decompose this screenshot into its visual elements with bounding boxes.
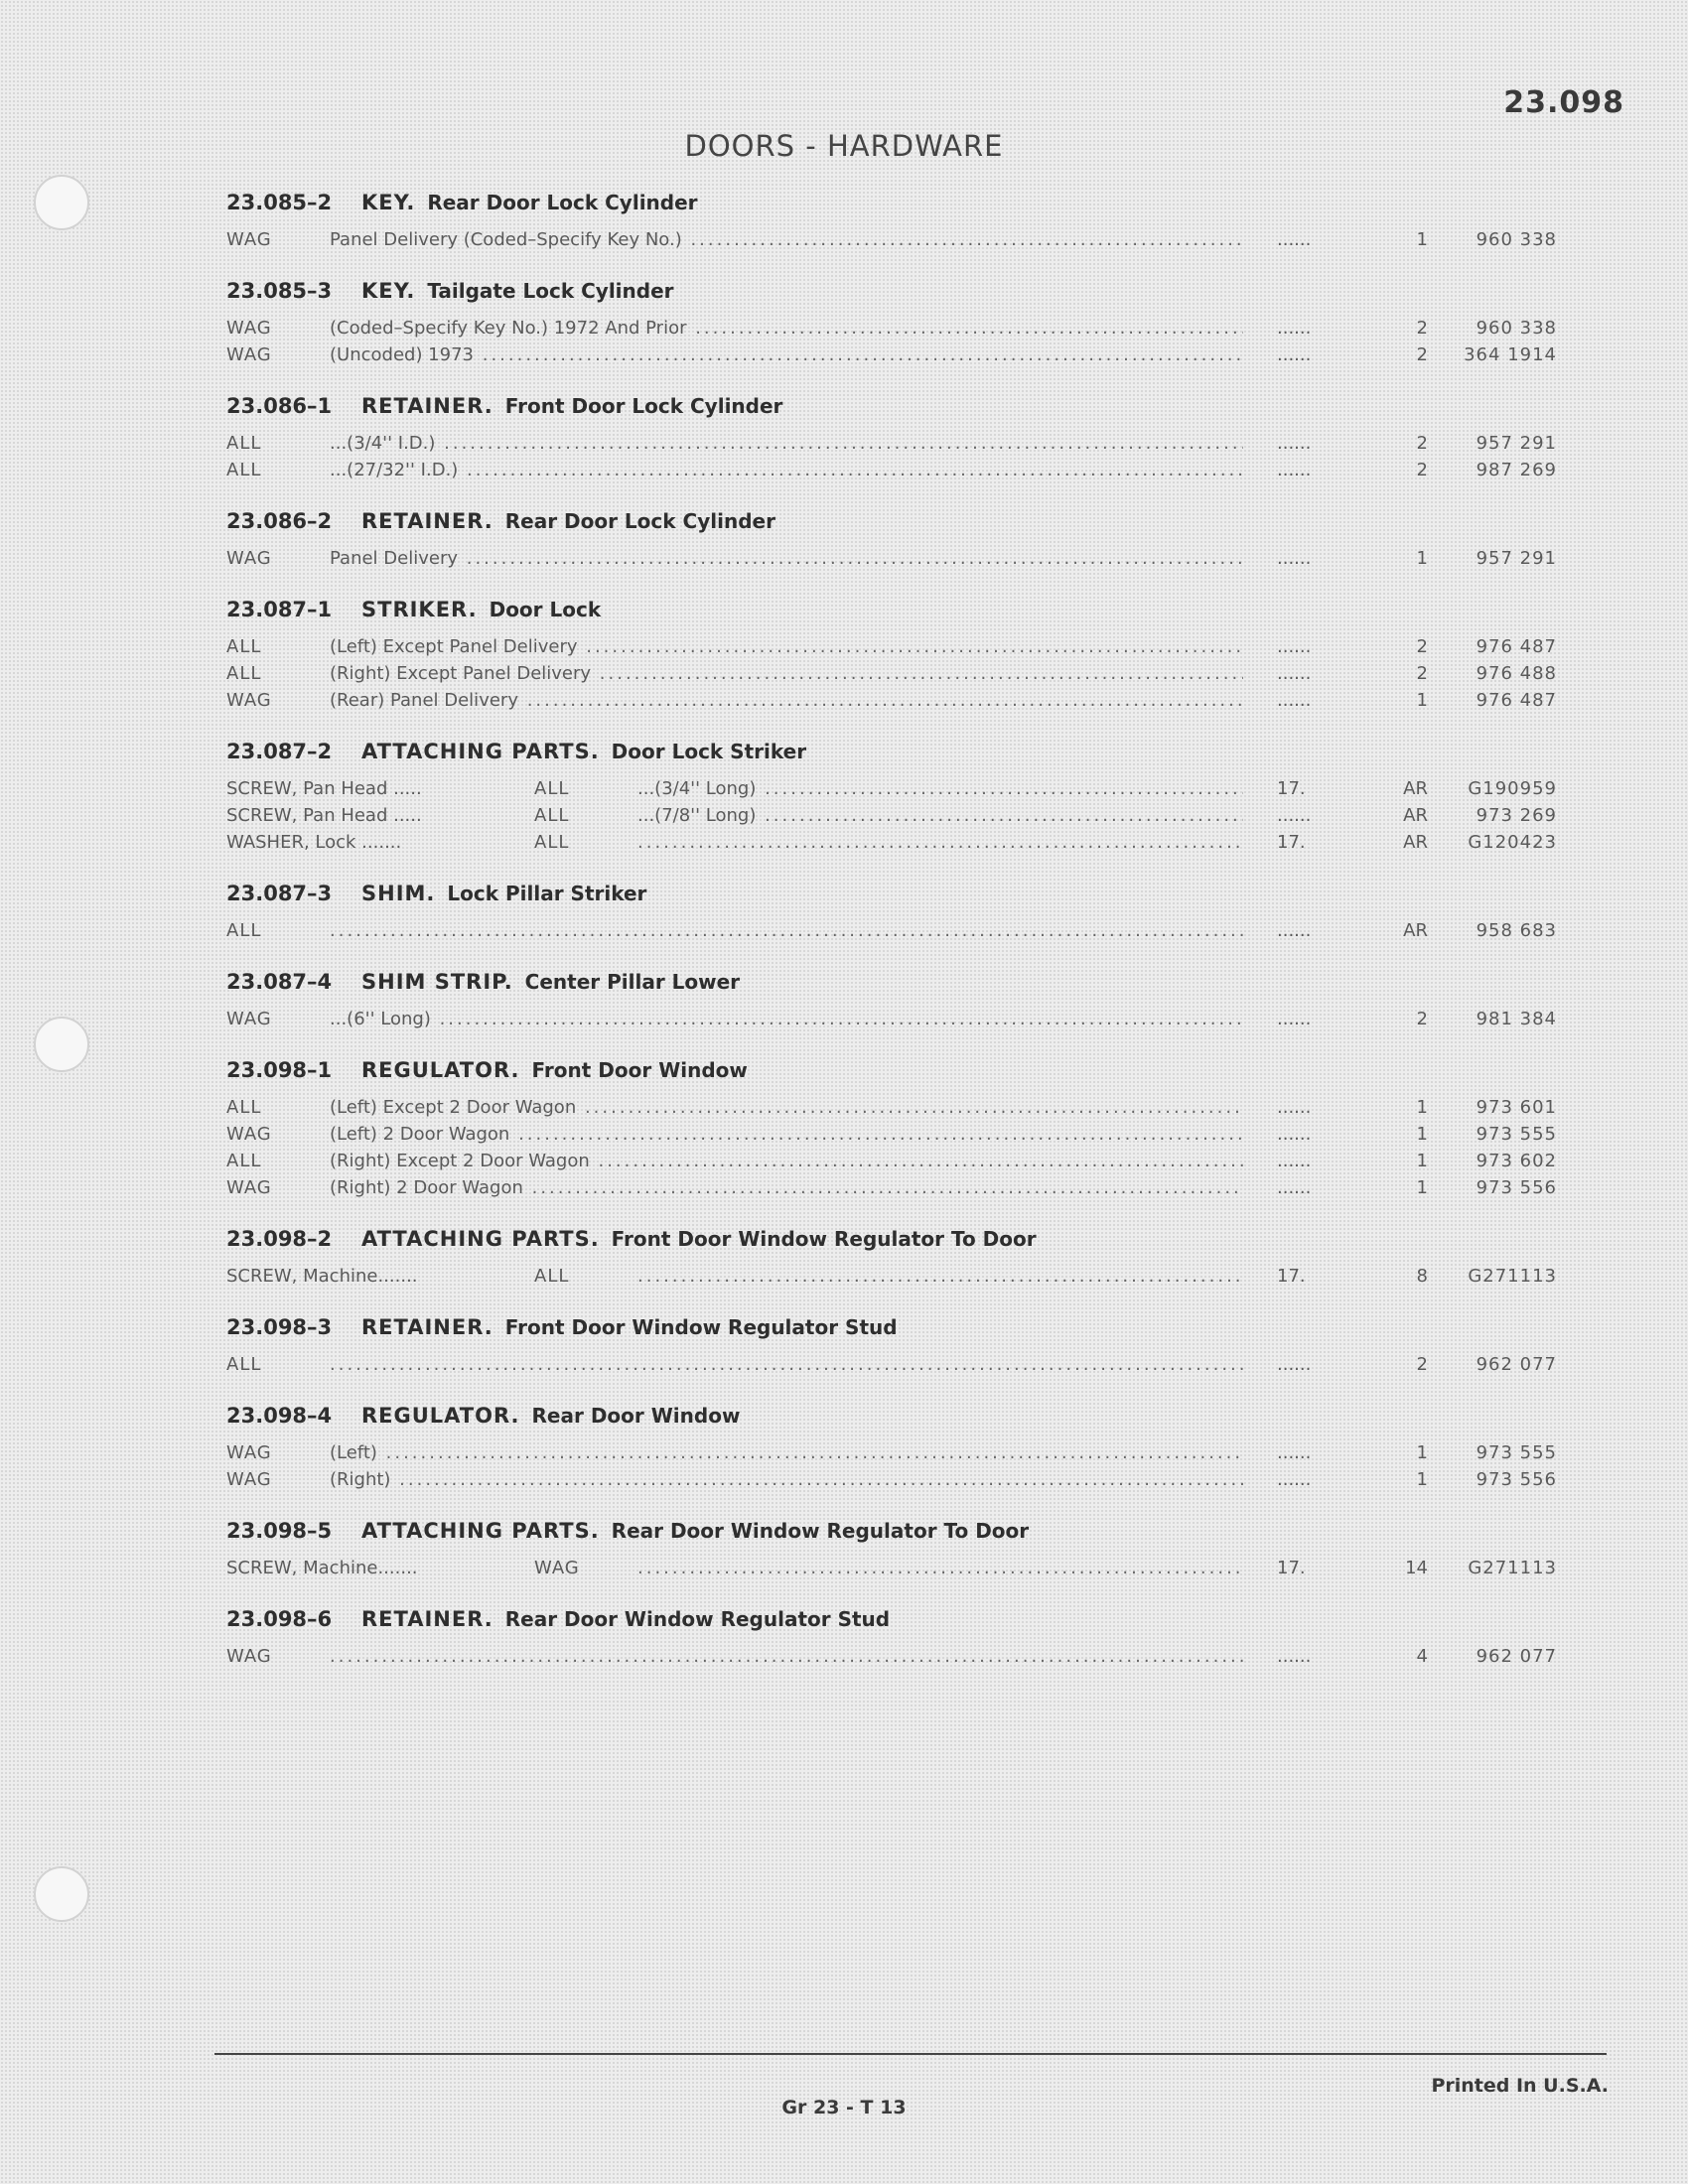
parts-row <box>226 1094 1557 1121</box>
quantity: 1 <box>1416 1151 1428 1171</box>
part-number: 973 602 <box>1476 1151 1557 1171</box>
item-name: SCREW, Machine....... <box>226 1266 418 1287</box>
part-number: 973 556 <box>1476 1177 1557 1198</box>
parts-row <box>226 315 1557 341</box>
part-name: RETAINER. <box>361 1315 493 1339</box>
section-number: 23.098–2 <box>226 1227 333 1251</box>
section-number: 23.098–6 <box>226 1607 333 1631</box>
parts-row <box>226 1439 1557 1466</box>
section-number: 23.087–1 <box>226 598 333 621</box>
parts-row <box>226 226 1557 253</box>
model-code: WAG <box>226 1124 272 1145</box>
item-description: Panel Delivery ..... <box>330 545 1243 572</box>
model-code: ALL <box>534 805 570 826</box>
quantity: 2 <box>1416 636 1428 657</box>
part-section <box>226 586 1557 714</box>
part-description: Front Door Lock Cylinder <box>504 394 783 418</box>
item-description: (Right) ..... <box>330 1466 1243 1493</box>
parts-row <box>226 1121 1557 1148</box>
parts-row <box>226 917 1557 944</box>
part-name: REGULATOR. <box>361 1058 520 1082</box>
part-name: SHIM. <box>361 882 436 905</box>
illustration-ref: ...... <box>1277 690 1312 711</box>
item-description: ...(7/8'' Long) ..... <box>637 802 1243 829</box>
model-code: WAG <box>226 1177 272 1198</box>
part-section <box>226 267 1557 368</box>
item-description: ...(3/4'' I.D.) ..... <box>330 430 1243 457</box>
part-name: REGULATOR. <box>361 1404 520 1428</box>
section-header <box>226 728 1557 775</box>
parts-list <box>226 179 1557 1684</box>
part-name: RETAINER. <box>361 394 493 418</box>
part-section <box>226 1215 1557 1290</box>
model-code: WAG <box>226 344 272 365</box>
part-name: RETAINER. <box>361 1607 493 1631</box>
illustration-ref: ...... <box>1277 460 1312 480</box>
section-number: 23.086–1 <box>226 394 333 418</box>
illustration-ref: ...... <box>1277 1097 1312 1118</box>
item-description <box>637 1263 1243 1290</box>
part-section <box>226 1046 1557 1201</box>
item-description: ...(27/32'' I.D.) ..... <box>330 457 1243 483</box>
part-number: G271113 <box>1468 1266 1557 1287</box>
illustration-ref: ...... <box>1277 663 1312 684</box>
quantity: 8 <box>1416 1266 1428 1287</box>
quantity: 2 <box>1416 1354 1428 1375</box>
item-description <box>330 1351 1243 1378</box>
parts-row <box>226 457 1557 483</box>
section-header <box>226 1046 1557 1094</box>
section-header <box>226 382 1557 430</box>
illustration-ref: ...... <box>1277 1124 1312 1145</box>
part-description: Rear Door Window Regulator To Door <box>611 1519 1030 1543</box>
part-number: 962 077 <box>1476 1646 1557 1667</box>
part-name: RETAINER. <box>361 509 493 533</box>
section-number: 23.085–2 <box>226 191 333 214</box>
group-reference: Gr 23 - T 13 <box>781 2097 907 2118</box>
illustration-ref: ...... <box>1277 1354 1312 1375</box>
item-description: Panel Delivery (Coded–Specify Key No.) ..... <box>330 226 1243 253</box>
parts-row <box>226 1351 1557 1378</box>
quantity: 4 <box>1416 1646 1428 1667</box>
item-description: (Right) Except Panel Delivery ..... <box>330 660 1243 687</box>
part-name: ATTACHING PARTS. <box>361 1227 600 1251</box>
item-description: (Rear) Panel Delivery ..... <box>330 687 1243 714</box>
part-description: Front Door Window Regulator To Door <box>611 1227 1037 1251</box>
model-code: WAG <box>226 1009 272 1029</box>
parts-row <box>226 1643 1557 1670</box>
part-section <box>226 728 1557 856</box>
quantity: 1 <box>1416 548 1428 569</box>
illustration-ref: 17. <box>1277 1266 1306 1287</box>
item-description: (Right) 2 Door Wagon ..... <box>330 1174 1243 1201</box>
section-header <box>226 1507 1557 1555</box>
quantity: 2 <box>1416 460 1428 480</box>
section-header <box>226 267 1557 315</box>
section-header <box>226 870 1557 917</box>
item-description: (Left) Except 2 Door Wagon ..... <box>330 1094 1243 1121</box>
model-code: ALL <box>226 433 262 454</box>
quantity: 2 <box>1416 1009 1428 1029</box>
part-description: Center Pillar Lower <box>524 970 741 994</box>
parts-row <box>226 430 1557 457</box>
item-description <box>330 917 1243 944</box>
illustration-ref: ...... <box>1277 1646 1312 1667</box>
part-number: 973 269 <box>1476 805 1557 826</box>
quantity: 2 <box>1416 433 1428 454</box>
part-number: 973 601 <box>1476 1097 1557 1118</box>
part-section <box>226 382 1557 483</box>
section-header <box>226 1303 1557 1351</box>
section-number: 23.098–5 <box>226 1519 333 1543</box>
item-description <box>637 829 1243 856</box>
illustration-ref: 17. <box>1277 1558 1306 1578</box>
quantity: 1 <box>1416 229 1428 250</box>
part-number: 973 556 <box>1476 1469 1557 1490</box>
printed-note: Printed In U.S.A. <box>1431 2075 1609 2097</box>
part-number: 364 1914 <box>1464 344 1557 365</box>
model-code: ALL <box>534 778 570 799</box>
quantity: 2 <box>1416 318 1428 339</box>
quantity: 2 <box>1416 663 1428 684</box>
part-name: KEY. <box>361 191 416 214</box>
quantity: AR <box>1403 778 1428 799</box>
section-number: 23.087–2 <box>226 740 333 763</box>
section-header <box>226 1595 1557 1643</box>
model-code: WAG <box>226 1442 272 1463</box>
quantity: AR <box>1403 805 1428 826</box>
part-description: Door Lock <box>489 598 602 621</box>
part-description: Tailgate Lock Cylinder <box>427 279 674 303</box>
part-number: 957 291 <box>1476 433 1557 454</box>
quantity: 1 <box>1416 1097 1428 1118</box>
illustration-ref: ...... <box>1277 920 1312 941</box>
part-number: G190959 <box>1468 778 1557 799</box>
section-number: 23.085–3 <box>226 279 333 303</box>
page-number: 23.098 <box>1503 85 1624 120</box>
illustration-ref: ...... <box>1277 1469 1312 1490</box>
quantity: 1 <box>1416 1177 1428 1198</box>
illustration-ref: ...... <box>1277 344 1312 365</box>
model-code: WAG <box>534 1558 580 1578</box>
section-number: 23.098–4 <box>226 1404 333 1428</box>
model-code: ALL <box>534 832 570 853</box>
model-code: WAG <box>226 318 272 339</box>
binder-hole-top <box>34 175 89 230</box>
parts-row <box>226 1555 1557 1581</box>
quantity: AR <box>1403 832 1428 853</box>
section-header <box>226 179 1557 226</box>
item-description: (Left) Except Panel Delivery ..... <box>330 633 1243 660</box>
illustration-ref: ...... <box>1277 229 1312 250</box>
model-code: ALL <box>226 1354 262 1375</box>
item-name: WASHER, Lock ....... <box>226 832 402 853</box>
illustration-ref: ...... <box>1277 1177 1312 1198</box>
illustration-ref: ...... <box>1277 318 1312 339</box>
part-name: STRIKER. <box>361 598 478 621</box>
part-description: Rear Door Window Regulator Stud <box>504 1607 891 1631</box>
parts-row <box>226 687 1557 714</box>
item-description: ...(3/4'' Long) ..... <box>637 775 1243 802</box>
item-description: ...(6'' Long) ..... <box>330 1006 1243 1032</box>
illustration-ref: ...... <box>1277 1442 1312 1463</box>
parts-row <box>226 1148 1557 1174</box>
parts-row <box>226 341 1557 368</box>
parts-row <box>226 1263 1557 1290</box>
section-number: 23.086–2 <box>226 509 333 533</box>
part-number: 981 384 <box>1476 1009 1557 1029</box>
section-header <box>226 586 1557 633</box>
parts-row <box>226 660 1557 687</box>
parts-row <box>226 633 1557 660</box>
illustration-ref: ...... <box>1277 548 1312 569</box>
part-number: 976 487 <box>1476 690 1557 711</box>
part-number: 960 338 <box>1476 229 1557 250</box>
part-name: KEY. <box>361 279 416 303</box>
item-description <box>637 1555 1243 1581</box>
illustration-ref: ...... <box>1277 433 1312 454</box>
model-code: WAG <box>226 1469 272 1490</box>
quantity: 2 <box>1416 344 1428 365</box>
item-description: (Coded–Specify Key No.) 1972 And Prior ..... <box>330 315 1243 341</box>
illustration-ref: 17. <box>1277 778 1306 799</box>
part-description: Door Lock Striker <box>611 740 807 763</box>
part-description: Front Door Window <box>531 1058 748 1082</box>
section-header <box>226 1392 1557 1439</box>
part-section <box>226 870 1557 944</box>
quantity: 1 <box>1416 1469 1428 1490</box>
model-code: ALL <box>226 920 262 941</box>
model-code: WAG <box>226 229 272 250</box>
parts-row <box>226 802 1557 829</box>
parts-row <box>226 1466 1557 1493</box>
part-description: Lock Pillar Striker <box>447 882 647 905</box>
part-number: G271113 <box>1468 1558 1557 1578</box>
illustration-ref: ...... <box>1277 805 1312 826</box>
section-header <box>226 1215 1557 1263</box>
part-section <box>226 1595 1557 1670</box>
part-number: 987 269 <box>1476 460 1557 480</box>
quantity: 1 <box>1416 1124 1428 1145</box>
part-description: Front Door Window Regulator Stud <box>504 1315 898 1339</box>
model-code: ALL <box>226 1097 262 1118</box>
part-number: 962 077 <box>1476 1354 1557 1375</box>
model-code: ALL <box>226 460 262 480</box>
quantity: AR <box>1403 920 1428 941</box>
section-header <box>226 497 1557 545</box>
item-description: (Left) 2 Door Wagon ..... <box>330 1121 1243 1148</box>
footer-rule <box>214 2053 1607 2055</box>
parts-row <box>226 829 1557 856</box>
page-title: DOORS - HARDWARE <box>684 129 1004 163</box>
illustration-ref: ...... <box>1277 1151 1312 1171</box>
part-section <box>226 1303 1557 1378</box>
item-name: SCREW, Pan Head ..... <box>226 778 422 799</box>
item-name: SCREW, Pan Head ..... <box>226 805 422 826</box>
part-number: 957 291 <box>1476 548 1557 569</box>
parts-row <box>226 775 1557 802</box>
part-description: Rear Door Window <box>531 1404 741 1428</box>
part-section <box>226 497 1557 572</box>
parts-row <box>226 545 1557 572</box>
part-name: SHIM STRIP. <box>361 970 513 994</box>
part-number: 973 555 <box>1476 1442 1557 1463</box>
binder-hole-bottom <box>34 1866 89 1922</box>
part-number: 973 555 <box>1476 1124 1557 1145</box>
illustration-ref: ...... <box>1277 636 1312 657</box>
item-name: SCREW, Machine....... <box>226 1558 418 1578</box>
model-code: ALL <box>226 636 262 657</box>
model-code: WAG <box>226 1646 272 1667</box>
part-number: 976 488 <box>1476 663 1557 684</box>
quantity: 1 <box>1416 1442 1428 1463</box>
model-code: ALL <box>226 1151 262 1171</box>
item-description: (Left) ..... <box>330 1439 1243 1466</box>
item-description: (Uncoded) 1973 ..... <box>330 341 1243 368</box>
model-code: WAG <box>226 548 272 569</box>
model-code: ALL <box>534 1266 570 1287</box>
part-number: 976 487 <box>1476 636 1557 657</box>
illustration-ref: ...... <box>1277 1009 1312 1029</box>
part-name: ATTACHING PARTS. <box>361 1519 600 1543</box>
section-header <box>226 958 1557 1006</box>
part-section <box>226 1392 1557 1493</box>
illustration-ref: 17. <box>1277 832 1306 853</box>
section-number: 23.098–3 <box>226 1315 333 1339</box>
parts-row <box>226 1006 1557 1032</box>
section-number: 23.087–4 <box>226 970 333 994</box>
part-number: 958 683 <box>1476 920 1557 941</box>
model-code: WAG <box>226 690 272 711</box>
part-section <box>226 179 1557 253</box>
part-number: 960 338 <box>1476 318 1557 339</box>
section-number: 23.098–1 <box>226 1058 333 1082</box>
binder-hole-middle <box>34 1017 89 1072</box>
part-section <box>226 1507 1557 1581</box>
section-number: 23.087–3 <box>226 882 333 905</box>
item-description <box>330 1643 1243 1670</box>
part-number: G120423 <box>1468 832 1557 853</box>
model-code: ALL <box>226 663 262 684</box>
quantity: 1 <box>1416 690 1428 711</box>
item-description: (Right) Except 2 Door Wagon ..... <box>330 1148 1243 1174</box>
part-description: Rear Door Lock Cylinder <box>427 191 698 214</box>
parts-row <box>226 1174 1557 1201</box>
quantity: 14 <box>1405 1558 1428 1578</box>
part-name: ATTACHING PARTS. <box>361 740 600 763</box>
part-section <box>226 958 1557 1032</box>
part-description: Rear Door Lock Cylinder <box>504 509 775 533</box>
